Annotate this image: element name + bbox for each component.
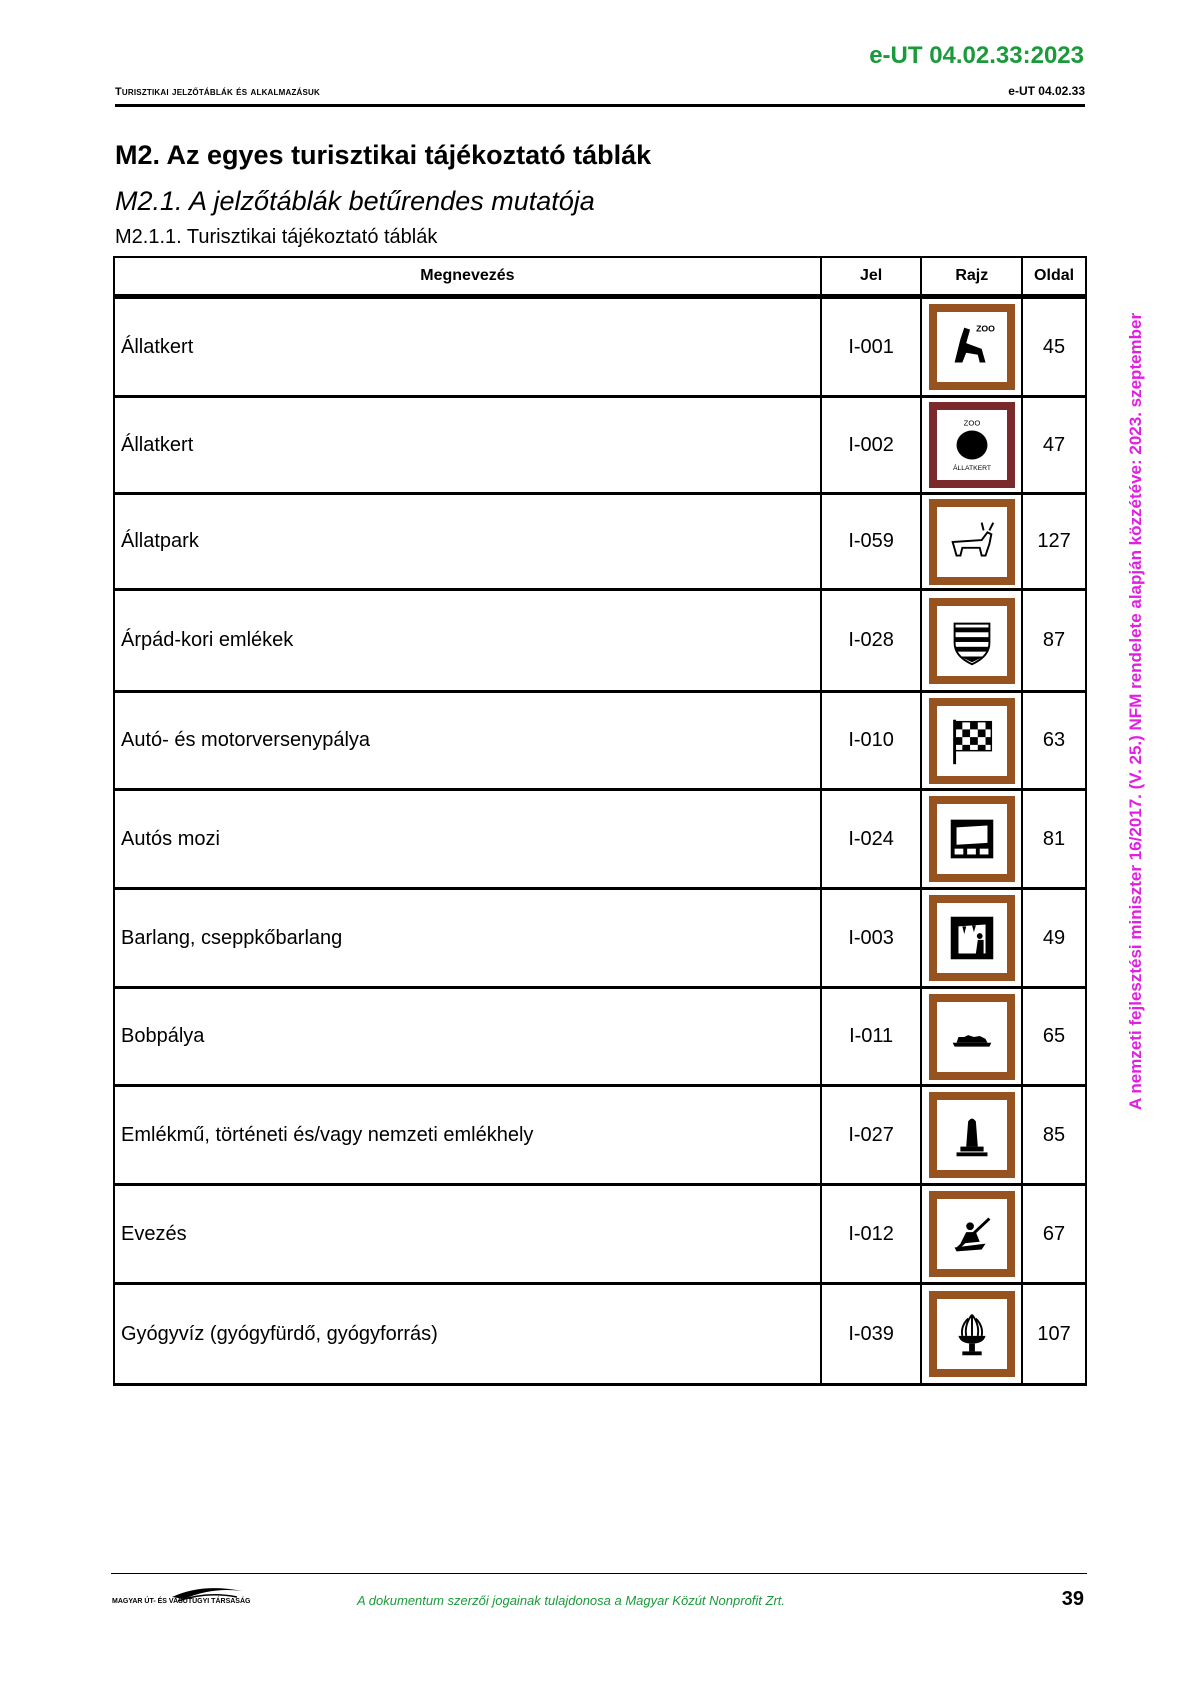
subsubsection-heading: M2.1.1. Turisztikai tájékoztató táblák [115,226,438,248]
header-name: Megnevezés [114,257,821,297]
bobsled-icon [929,994,1015,1080]
row-name: Árpád-kori emlékek [114,590,821,692]
row-page: 47 [1022,397,1086,494]
table-row [114,790,1086,889]
table-row [114,988,1086,1086]
table-row [114,1086,1086,1185]
table-header-row [114,257,1086,297]
page-number: 39 [1061,1588,1084,1610]
row-code: I-059 [821,494,922,590]
row-drawing [921,1185,1022,1284]
society-logo-text: MAGYAR ÚT- ÉS VASÚTÜGYI TÁRSASÁG [112,1598,251,1605]
row-name: Autó- és motorversenypálya [114,692,821,790]
row-code: I-002 [821,397,922,494]
row-drawing [921,889,1022,988]
zoo-elephant-icon [929,402,1015,488]
row-drawing [921,297,1022,397]
row-drawing [921,590,1022,692]
row-code: I-039 [821,1284,922,1385]
row-name: Evezés [114,1185,821,1284]
animal-park-icon [929,499,1015,585]
monument-icon [929,1092,1015,1178]
checkered-flag-icon [929,698,1015,784]
header-page: Oldal [1022,257,1086,297]
table-row [114,494,1086,590]
table-row [114,590,1086,692]
row-name: Autós mozi [114,790,821,889]
section-heading: M2. Az egyes turisztikai tájékoztató táblák [115,140,652,170]
table-row [114,692,1086,790]
table-row [114,1284,1086,1385]
row-code: I-012 [821,1185,922,1284]
row-drawing [921,494,1022,590]
publication-side-note: A nemzeti fejlesztési miniszter 16/2017. (V. 25.) NFM rendelete alapján közzétéve: 2023. szeptember [1126,312,1145,1110]
row-name: Gyógyvíz (gyógyfürdő, gyógyforrás) [114,1284,821,1385]
header-code: Jel [821,257,922,297]
running-header-left: Turisztikai jelzőtáblák és alkalmazásuk [115,86,321,98]
row-name: Állatpark [114,494,821,590]
row-name: Emlékmű, történeti és/vagy nemzeti emlékhely [114,1086,821,1185]
sign-label-top: ZOO [963,418,981,428]
row-code: I-024 [821,790,922,889]
drive-in-cinema-icon [929,796,1015,882]
row-page: 65 [1022,988,1086,1086]
row-page: 81 [1022,790,1086,889]
sign-label-bottom: ÁLLATKERT [952,465,991,473]
footer-copyright: A dokumentum szerzői jogainak tulajdonosa a Magyar Közút Nonprofit Zrt. [357,1593,786,1608]
row-name: Állatkert [114,297,821,397]
subsection-heading: M2.1. A jelzőtáblák betűrendes mutatója [115,186,595,216]
row-page: 45 [1022,297,1086,397]
row-drawing [921,397,1022,494]
row-code: I-027 [821,1086,922,1185]
row-name: Állatkert [114,397,821,494]
row-code: I-028 [821,590,922,692]
table-row [114,397,1086,494]
table-row [114,297,1086,397]
footer-divider [111,1573,1087,1574]
row-page: 67 [1022,1185,1086,1284]
table-row [114,889,1086,988]
svg-text:ZOO: ZOO [975,323,995,334]
running-header-right: e-UT 04.02.33 [1008,84,1085,98]
running-header [115,84,1085,107]
table-row [114,1185,1086,1284]
rowing-icon [929,1191,1015,1277]
row-page: 127 [1022,494,1086,590]
row-drawing [921,1284,1022,1385]
row-code: I-010 [821,692,922,790]
row-code: I-001 [821,297,922,397]
document-code: e-UT 04.02.33:2023 [869,42,1084,69]
header-drawing: Rajz [921,257,1022,297]
row-page: 63 [1022,692,1086,790]
row-page: 107 [1022,1284,1086,1385]
row-drawing [921,692,1022,790]
row-page: 85 [1022,1086,1086,1185]
arpad-shield-icon [929,598,1015,684]
row-page: 49 [1022,889,1086,988]
row-name: Bobpálya [114,988,821,1086]
row-name: Barlang, cseppkőbarlang [114,889,821,988]
row-drawing [921,790,1022,889]
row-drawing [921,1086,1022,1185]
row-drawing [921,988,1022,1086]
row-code: I-003 [821,889,922,988]
cave-icon [929,895,1015,981]
spa-fountain-icon [929,1291,1015,1377]
zoo-giraffe-icon [929,304,1015,390]
row-code: I-011 [821,988,922,1086]
sign-index-table [113,256,1087,1386]
row-page: 87 [1022,590,1086,692]
